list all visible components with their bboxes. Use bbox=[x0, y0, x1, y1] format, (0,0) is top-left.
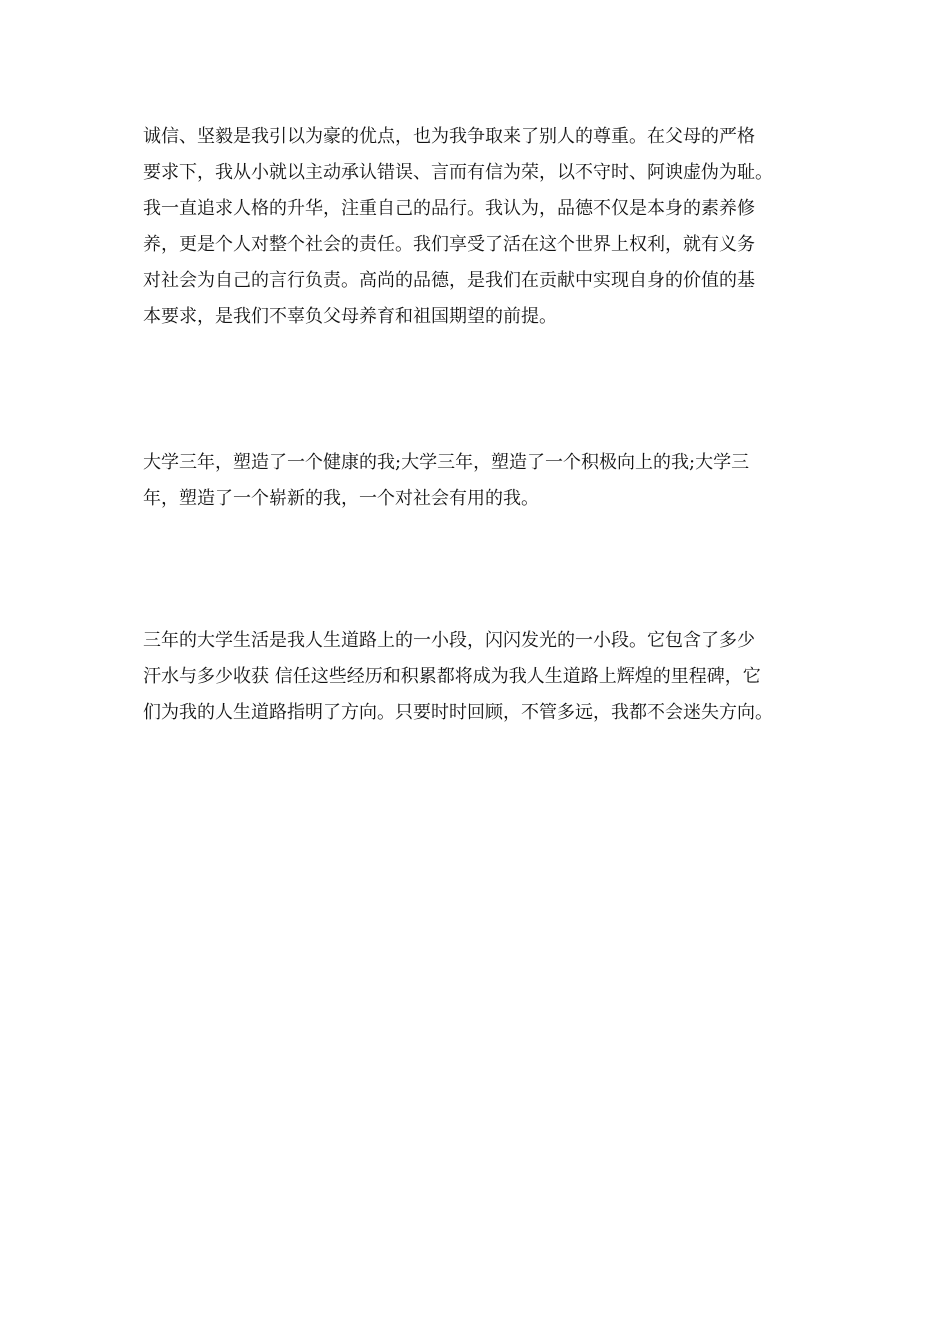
paragraph-line: 诚信、坚毅是我引以为豪的优点，也为我争取来了别人的尊重。在父母的严格 bbox=[143, 126, 755, 147]
paragraph-line: 我一直追求人格的升华，注重自己的品行。我认为，品德不仅是本身的素养修 bbox=[143, 198, 755, 219]
paragraph-line: 大学三年，塑造了一个健康的我;大学三年，塑造了一个积极向上的我;大学三 bbox=[143, 452, 750, 473]
paragraph-line: 三年的大学生活是我人生道路上的一小段，闪闪发光的一小段。它包含了多少 bbox=[143, 630, 755, 651]
paragraph-integrity bbox=[143, 119, 807, 335]
paragraph-line: 汗水与多少收获 信任这些经历和积累都将成为我人生道路上辉煌的里程碑，它 bbox=[143, 666, 761, 687]
paragraph-three-years bbox=[143, 445, 807, 517]
paragraph-line: 们为我的人生道路指明了方向。只要时时回顾，不管多远，我都不会迷失方向。 bbox=[143, 702, 773, 723]
paragraph-line: 养，更是个人对整个社会的责任。我们享受了活在这个世界上权利，就有义务 bbox=[143, 234, 755, 255]
paragraph-line: 要求下，我从小就以主动承认错误、言而有信为荣，以不守时、阿谀虚伪为耻。 bbox=[143, 162, 773, 183]
paragraph-line: 年，塑造了一个崭新的我，一个对社会有用的我。 bbox=[143, 488, 539, 509]
paragraph-college-life bbox=[143, 623, 807, 731]
paragraph-line: 对社会为自己的言行负责。高尚的品德，是我们在贡献中实现自身的价值的基 bbox=[143, 270, 755, 291]
paragraph-line: 本要求，是我们不辜负父母养育和祖国期望的前提。 bbox=[143, 306, 557, 327]
